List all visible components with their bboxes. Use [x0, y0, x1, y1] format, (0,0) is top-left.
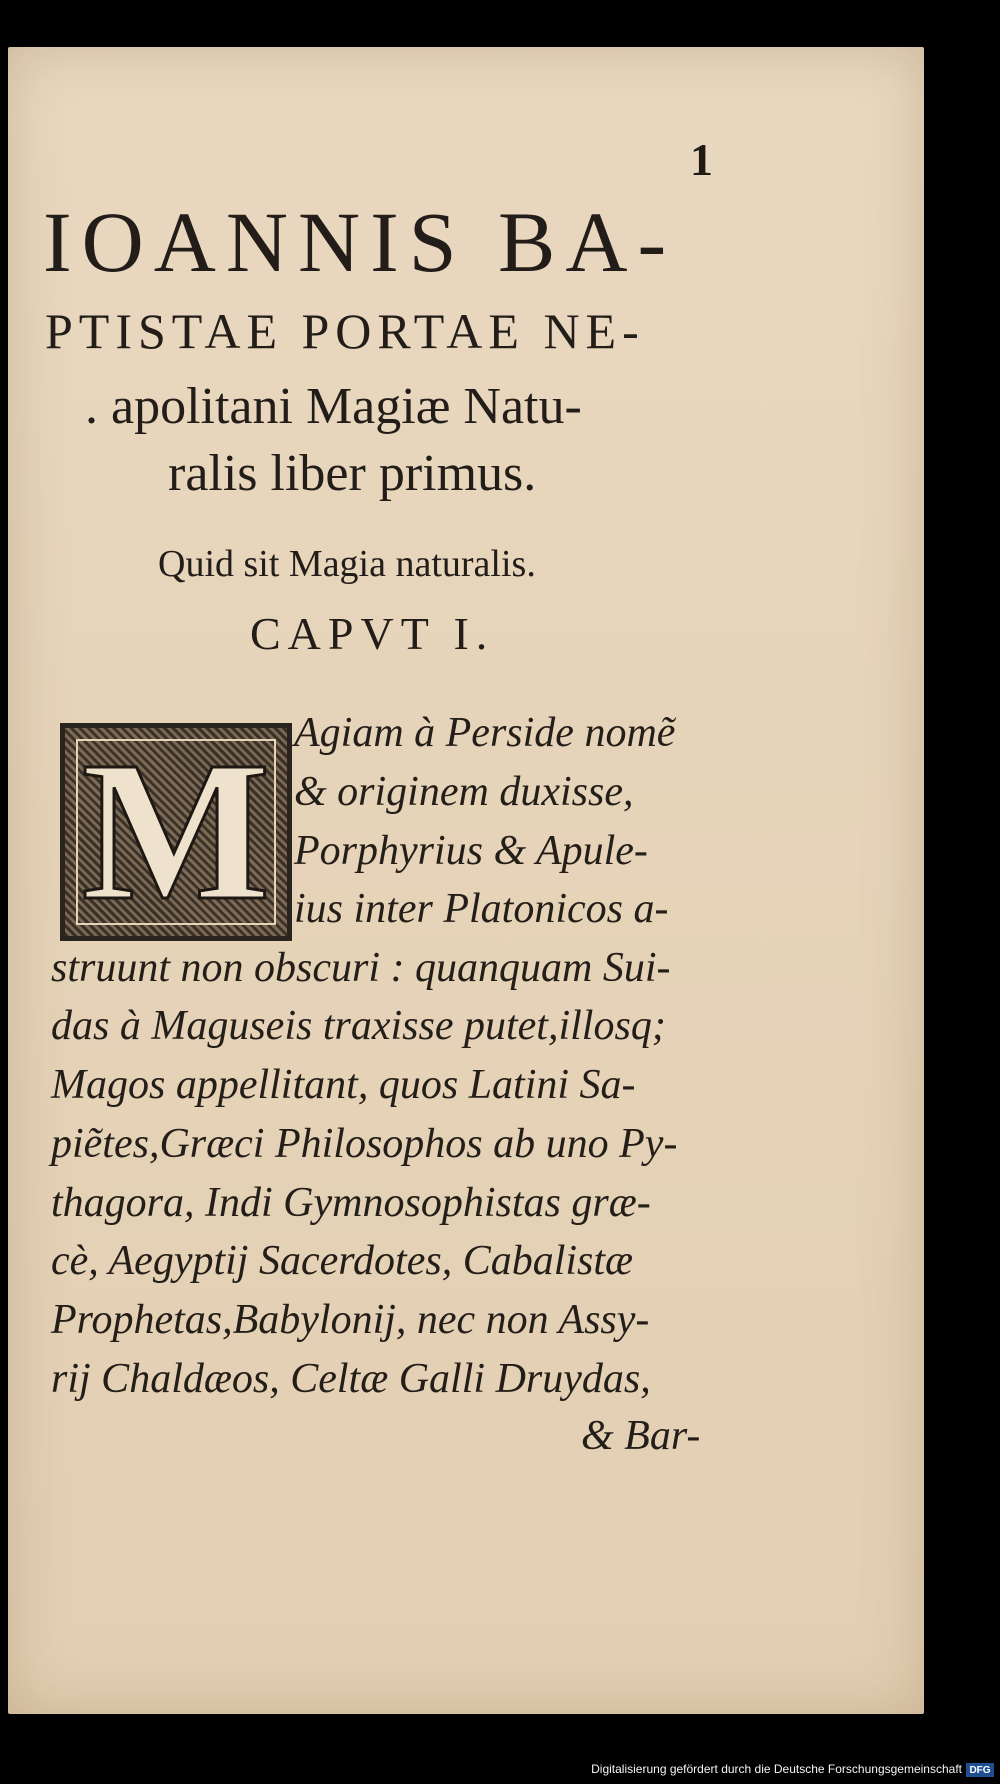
- decorated-initial: [60, 723, 292, 941]
- body-line-5: struunt non obscuri : quanquam Sui-: [51, 945, 671, 991]
- body-line-12: rij Chaldæos, Celtæ Galli Druydas,: [51, 1356, 651, 1402]
- body-line-1: Agiam à Perside nomẽ: [294, 710, 676, 756]
- dfg-logo: [966, 1763, 994, 1777]
- body-line-8: piẽtes,Græci Philosophos ab uno Py-: [51, 1121, 678, 1167]
- body-line-2: & originem duxisse,: [294, 769, 634, 815]
- initial-frame: [76, 721, 276, 942]
- catchword: & Bar-: [581, 1413, 701, 1459]
- title-line-4: ralis liber primus.: [168, 445, 537, 502]
- initial-letter: M: [81, 721, 271, 942]
- body-line-3: Porphyrius & Apule-: [294, 828, 648, 874]
- body-line-6: das à Maguseis traxisse putet,illosq;: [51, 1003, 666, 1049]
- dfg-logo-text: DFG: [969, 1764, 991, 1776]
- body-line-11: Prophetas,Babylonij, nec non Assy-: [51, 1297, 650, 1343]
- footer-credit: [591, 1762, 962, 1776]
- body-line-7: Magos appellitant, quos Latini Sa-: [51, 1062, 636, 1108]
- book-page: [8, 47, 924, 1714]
- body-line-10: cè, Aegyptij Sacerdotes, Cabalistæ: [51, 1238, 634, 1284]
- title-line-2: PTISTAE PORTAE NE-: [45, 303, 645, 359]
- title-line-3: . apolitani Magiæ Natu-: [85, 378, 582, 435]
- chapter-subtitle: Quid sit Magia naturalis.: [158, 543, 536, 585]
- body-line-9: thagora, Indi Gymnosophistas græ-: [51, 1180, 651, 1226]
- body-line-4: ius inter Platonicos a-: [294, 886, 669, 932]
- footer-credit-text: Digitalisierung gefördert durch die Deutsche Forschungsgemeinschaft: [591, 1762, 962, 1776]
- title-line-1: IOANNIS BA-: [43, 194, 677, 290]
- chapter-heading: CAPVT I.: [250, 608, 495, 659]
- page-number: 1: [690, 134, 713, 185]
